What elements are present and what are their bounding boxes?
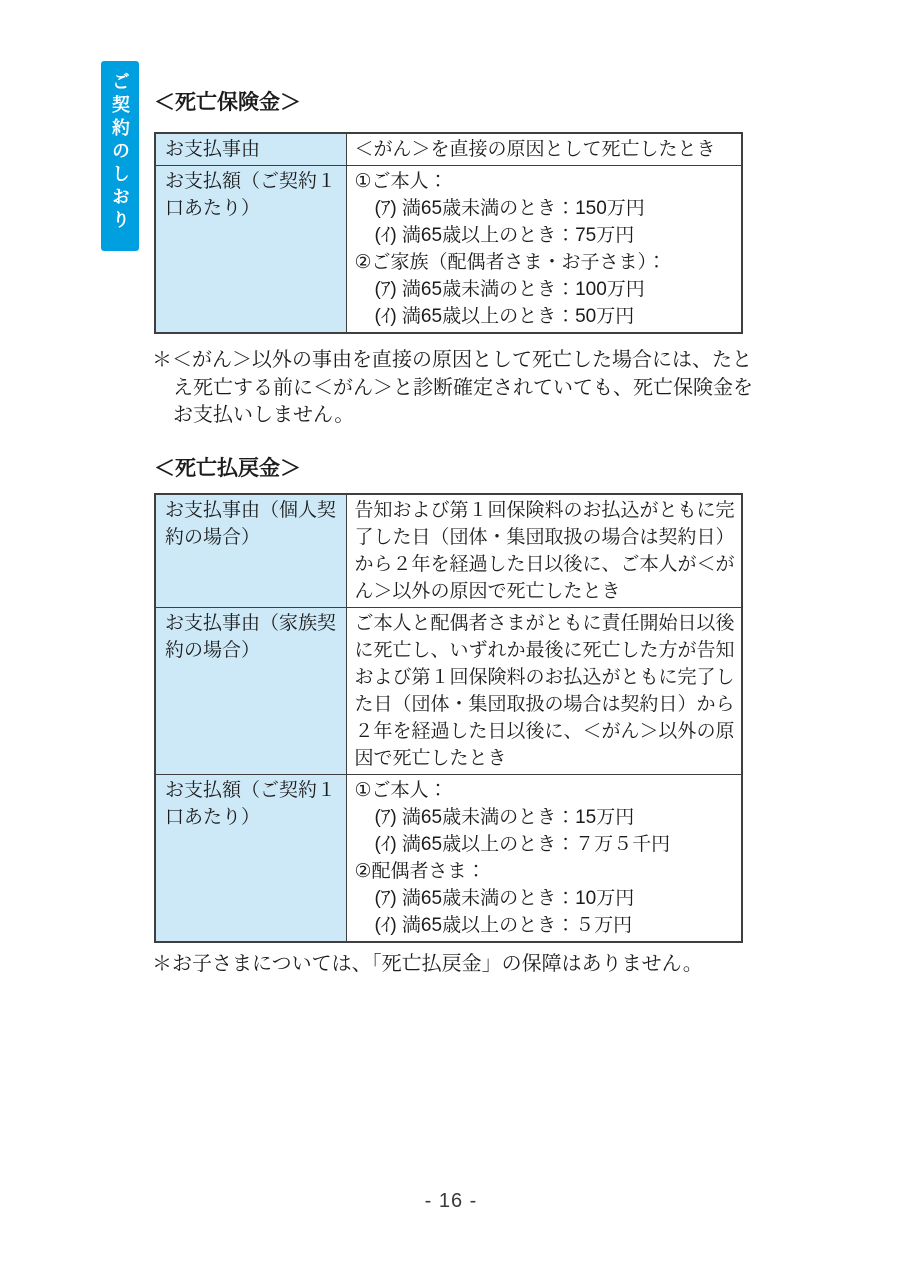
reason-text-line: ２年を経過した日以後に、＜がん＞以外の原 (354, 721, 735, 742)
amount-item: ②ご家族（配偶者さま・お子さま）： (354, 252, 667, 273)
payment-reason-text: ＜がん＞を直接の原因として死亡したとき (354, 139, 716, 160)
table-row-reason-individual (155, 494, 742, 608)
table-row-payment-amount (155, 166, 742, 334)
page-number: - 16 - (424, 1190, 478, 1212)
row-label-line: 約の場合） (165, 527, 261, 548)
death-refund-heading: ＜死亡払戻金＞ (154, 457, 301, 480)
row-label-line: お支払額（ご契約１ (165, 780, 337, 801)
table-row-reason-family (155, 608, 742, 775)
note-line: ＊お子さまについては、「死亡払戻金」の保障はありません。 (152, 953, 703, 975)
row-label: お支払事由 (165, 139, 261, 160)
chapter-side-tab (101, 61, 139, 251)
reason-text-line: 告知および第１回保険料のお払込がともに完 (354, 500, 735, 521)
amount-item: (ｲ) 満65歳以上のとき：50万円 (374, 306, 635, 327)
death-benefit-heading: ＜死亡保険金＞ (154, 91, 301, 114)
row-value-cell (346, 133, 742, 166)
reason-text-line: 了した日（団体・集団取扱の場合は契約日） (354, 527, 735, 548)
reason-text-line: に死亡し、いずれか最後に死亡した方が告知 (354, 640, 735, 661)
row-label-line: 約の場合） (165, 640, 261, 661)
row-value-cell (346, 775, 742, 943)
row-label-line: お支払額（ご契約１ (165, 171, 337, 192)
amount-item: ②配偶者さま： (354, 861, 486, 882)
reason-text-line: から２年を経過した日以後に、ご本人が＜が (354, 554, 735, 575)
amount-item: (ｱ) 満65歳未満のとき：10万円 (374, 888, 635, 909)
reason-text-line: および第１回保険料のお払込がともに完了し (354, 667, 735, 688)
row-label-line: お支払事由（個人契 (165, 500, 337, 521)
reason-text-line: ん＞以外の原因で死亡したとき (354, 581, 621, 602)
note-line: ＊＜がん＞以外の事由を直接の原因として死亡した場合には、たと (152, 349, 752, 371)
death-benefit-table (154, 132, 743, 334)
note-line: お支払いしません。 (173, 404, 355, 426)
row-label-cell (155, 166, 346, 334)
amount-item: ①ご本人： (354, 780, 448, 801)
amount-item: ①ご本人： (354, 171, 448, 192)
table-row-payment-reason (155, 133, 742, 166)
row-value-cell (346, 608, 742, 775)
reason-text-line: た日（団体・集団取扱の場合は契約日）から (354, 694, 735, 715)
chapter-side-tab-label: ご契約のしおり (110, 72, 130, 233)
row-label-cell (155, 775, 346, 943)
amount-item: (ｱ) 満65歳未満のとき：150万円 (374, 198, 645, 219)
reason-text-line: ご本人と配偶者さまがともに責任開始日以後 (354, 613, 735, 634)
row-label-line: 口あたり） (165, 807, 261, 828)
amount-item: (ｲ) 満65歳以上のとき：７万５千円 (374, 834, 671, 855)
table-row-payment-amount (155, 775, 742, 943)
note-line: え死亡する前に＜がん＞と診断確定されていても、死亡保険金を (173, 376, 753, 399)
row-label-line: お支払事由（家族契 (165, 613, 337, 634)
row-label-cell (155, 494, 346, 608)
amount-item: (ｱ) 満65歳未満のとき：100万円 (374, 279, 645, 300)
death-benefit-note (152, 347, 753, 430)
row-label-cell (155, 608, 346, 775)
reason-text-line: 因で死亡したとき (354, 748, 507, 769)
death-refund-table (154, 493, 743, 943)
row-label-cell (155, 133, 346, 166)
row-value-cell (346, 494, 742, 608)
row-value-cell (346, 166, 742, 334)
row-label-line: 口あたり） (165, 198, 261, 219)
amount-item: (ｲ) 満65歳以上のとき：75万円 (374, 225, 635, 246)
death-refund-note (152, 951, 703, 979)
amount-item: (ｱ) 満65歳未満のとき：15万円 (374, 807, 635, 828)
amount-item: (ｲ) 満65歳以上のとき：５万円 (374, 915, 633, 936)
